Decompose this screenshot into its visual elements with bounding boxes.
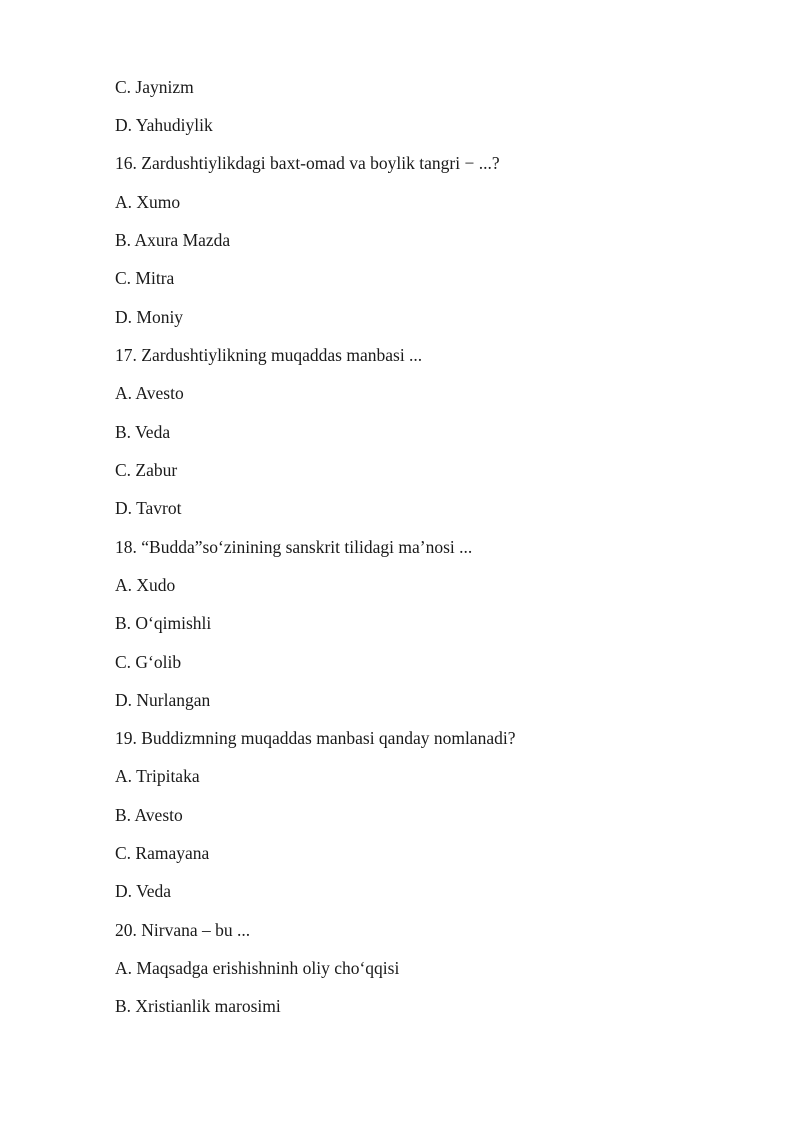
question-text: 19. Buddizmning muqaddas manbasi qanday nomlanadi? <box>115 728 516 748</box>
question-text: 17. Zardushtiylikning muqaddas manbasi ... <box>115 345 423 365</box>
answer-option: C. Zabur <box>115 460 178 480</box>
answer-option: D. Yahudiylik <box>115 115 213 135</box>
question-text: 18. “Budda”so‘zinining sanskrit tilidagi ma’nosi ... <box>115 537 473 557</box>
answer-option: A. Avesto <box>115 383 184 403</box>
answer-option: B. Axura Mazda <box>115 230 231 250</box>
answer-option: C. G‘olib <box>115 652 182 672</box>
answer-option: C. Jaynizm <box>115 77 194 97</box>
answer-option: D. Moniy <box>115 307 184 327</box>
question-text: 16. Zardushtiylikdagi baxt-omad va boylik tangri − ...? <box>115 153 500 173</box>
answer-option: B. O‘qimishli <box>115 613 212 633</box>
answer-option: A. Tripitaka <box>115 766 200 786</box>
answer-option: C. Mitra <box>115 268 175 288</box>
answer-option: A. Maqsadga erishishninh oliy cho‘qqisi <box>115 958 400 978</box>
answer-option: A. Xudo <box>115 575 176 595</box>
question-text: 20. Nirvana – bu ... <box>115 920 251 940</box>
answer-option: B. Veda <box>115 422 171 442</box>
answer-option: D. Nurlangan <box>115 690 211 710</box>
answer-option: B. Avesto <box>115 805 183 825</box>
answer-option: D. Tavrot <box>115 498 182 518</box>
answer-option: D. Veda <box>115 881 172 901</box>
answer-option: B. Xristianlik marosimi <box>115 996 281 1016</box>
answer-option: C. Ramayana <box>115 843 210 863</box>
answer-option: A. Xumo <box>115 192 181 212</box>
